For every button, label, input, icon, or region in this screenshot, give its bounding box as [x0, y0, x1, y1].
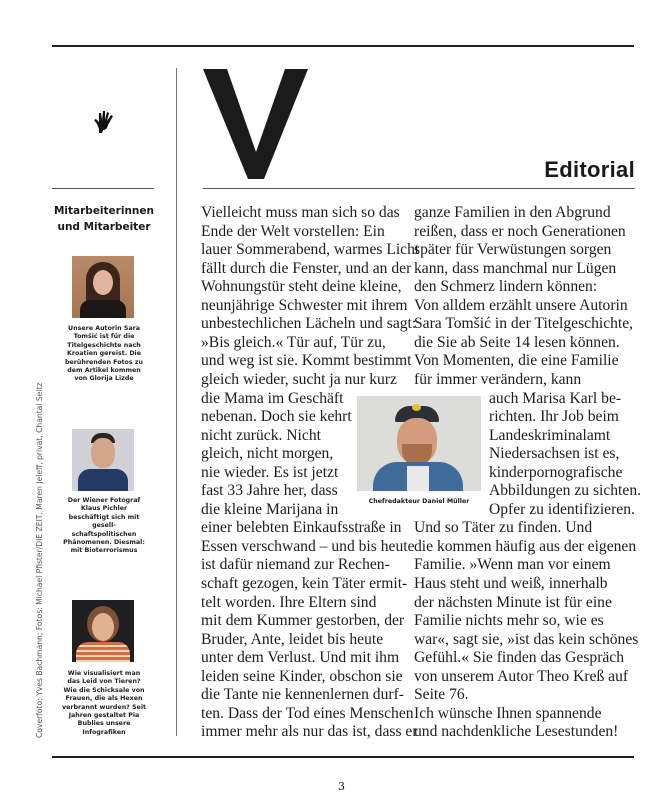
article-text-line: Seite 76.: [414, 686, 469, 704]
article-text-line: kinderpornografische: [489, 463, 623, 481]
contributor-photo-pia-bublies: [72, 600, 134, 662]
article-text-line: ten. Dass der Tod eines Menschen: [201, 704, 414, 722]
drop-cap-v: [200, 66, 312, 182]
article-text-line: Von alldem erzählt unsere Autorin: [414, 296, 628, 314]
section-title: Editorial: [544, 157, 635, 182]
article-text-line: die Sie ab Seite 14 lesen können.: [414, 333, 620, 351]
article-text-line: von unserem Autor Theo Kreß auf: [414, 667, 629, 685]
contributor-caption: Wie visualisiert man das Leid von Tieren? Wie die Schicksale von Frauen, die als Hexen verbrannt wurden? Seit Jahren gestaltet Pia Bublies unsere Infografiken: [62, 670, 146, 736]
article-text-line: Ende der Welt vorstellen: Ein: [201, 222, 385, 240]
article-text-line: lauer Sommerabend, warmes Licht: [201, 241, 420, 259]
contributor-photo-klaus-pichler: [72, 429, 134, 491]
article-text-line: die kommen häufig aus der eigenen: [414, 537, 637, 555]
article-text-line: telt worden. Ihre Eltern sind: [201, 593, 377, 611]
contributor-photo-sara-tomsic: [72, 256, 134, 318]
page-number: 3: [338, 780, 345, 793]
article-text-line: neunjährige Schwester mit ihrem: [201, 296, 408, 314]
sidebar-rule: [52, 188, 154, 189]
top-rule: [52, 45, 634, 47]
article-text-line: unter dem Verlust. Und mit ihm: [201, 649, 400, 667]
article-text-line: Wohnungstür steht deine kleine,: [201, 278, 402, 296]
article-text-line: die Tante nie kennenlernen durf-: [201, 686, 404, 704]
article-text-line: kann, dass manchmal nur Lügen: [414, 259, 617, 277]
article-text-line: Und so Täter zu finden. Und: [414, 519, 593, 537]
article-text-line: Von Momenten, die eine Familie: [414, 352, 619, 370]
sidebar-heading-line: und Mitarbeiter: [57, 221, 151, 233]
hand-icon: [92, 108, 116, 134]
article-text-line: Essen verschwand – und bis heute: [201, 537, 415, 555]
article-text-line: fast 33 Jahre her, dass: [201, 482, 338, 500]
sidebar-heading-line: Mitarbeiterinnen: [53, 205, 155, 217]
article-text-line: Bruder, Ante, leidet bis heute: [201, 630, 384, 648]
article-text-line: mit dem Kummer gestorben, der: [201, 612, 405, 630]
article-text-line: Abbildungen zu sichten.: [489, 482, 642, 500]
article-text-line: schaft gezogen, kein Täter ermit-: [201, 575, 408, 592]
header-rule: [203, 188, 635, 189]
editor-photo-caption: Chefredakteur Daniel Müller: [368, 498, 470, 505]
article-text-line: Familie nichts mehr so, wie es: [414, 612, 604, 630]
article-text-line: Familie. »Wenn man vor einem: [414, 556, 611, 574]
article-text-line: ist dafür niemand zur Rechen-: [201, 556, 390, 574]
article-text-line: immer mehr als nur das ist, dass er: [201, 723, 418, 741]
column-divider: [176, 68, 177, 736]
article-text-line: Sara Tomšić in der Titelgeschichte,: [414, 315, 634, 333]
article-text-line: Landeskriminalamt: [489, 426, 611, 444]
article-text-line: fällt durch die Fenster, und an der: [201, 259, 412, 277]
article-text-line: leiden seine Kinder, obschon sie: [201, 667, 403, 685]
article-text-line: Vielleicht muss man sich so das: [201, 204, 400, 221]
photo-credit: Coverfoto: Yves Bachmann; Fotos: Michael Pfister/DIE ZEIT, Maren Jeleff, privat, Chantal Seitz: [35, 382, 44, 738]
article-text-line: ganze Familien in den Abgrund: [414, 204, 611, 221]
article-text-line: gleich wieder, sucht ja nur kurz: [201, 370, 397, 388]
contributor-caption: Unsere Autorin Sara Tomšić ist für die Titelgeschichte nach Kroatien gereist. Die berührenden Fotos zu dem Artikel kommen von Glorija Lizde: [65, 325, 143, 383]
article-text-line: die Mama im Geschäft: [201, 389, 344, 407]
bottom-rule: [52, 756, 634, 758]
article-text-line: der nächsten Minute ist für eine: [414, 593, 612, 611]
contributor-caption: Der Wiener Fotograf Klaus Pichler beschäftigt sich mit gesell-schaftspolitischen Phänomenen. Diesmal: mit Bioterrorismus: [63, 497, 145, 555]
article-text-line: reißen, dass er noch Generationen: [414, 222, 626, 240]
article-text-line: für immer verändern, kann: [414, 370, 582, 388]
article-text-line: die kleine Marijana in: [201, 500, 339, 518]
article-text-line: nebenan. Doch sie kehrt: [201, 408, 352, 426]
article-text-line: richten. Ihr Job beim: [489, 408, 619, 426]
article-text-line: war«, sagt sie, »ist das kein schönes: [414, 630, 639, 648]
article-text-line: Opfer zu identifizieren.: [489, 500, 635, 518]
article-text-line: auch Marisa Karl be-: [489, 389, 622, 407]
article-text-line: Ich wünsche Ihnen spannende: [414, 704, 602, 722]
article-text-line: den Schmerz lindern können:: [414, 278, 598, 296]
article-text-line: Haus steht und weiß, innerhalb: [414, 575, 608, 592]
editor-photo: [357, 396, 481, 491]
article-text-line: unbestechlichen Lächeln und sagt:: [201, 315, 417, 333]
article-text-line: Gefühl.« Sie finden das Gespräch: [414, 649, 625, 667]
article-text-line: nicht zurück. Nicht: [201, 426, 321, 444]
article-text-line: und nachdenkliche Lesestunden!: [414, 723, 619, 741]
article-text-line: Niedersachsen ist es,: [489, 445, 620, 463]
article-text-line: einer belebten Einkaufsstraße in: [201, 519, 402, 537]
article-text-line: später für Verwüstungen sorgen: [414, 241, 612, 259]
article-text-line: nie wieder. Es ist jetzt: [201, 463, 339, 481]
article-text-line: gleich, nicht morgen,: [201, 445, 334, 463]
article-text-line: »Bis gleich.« Tür auf, Tür zu,: [201, 333, 386, 351]
article-text-line: und weg ist sie. Kommt bestimmt: [201, 352, 412, 370]
sidebar-heading: [52, 203, 156, 235]
